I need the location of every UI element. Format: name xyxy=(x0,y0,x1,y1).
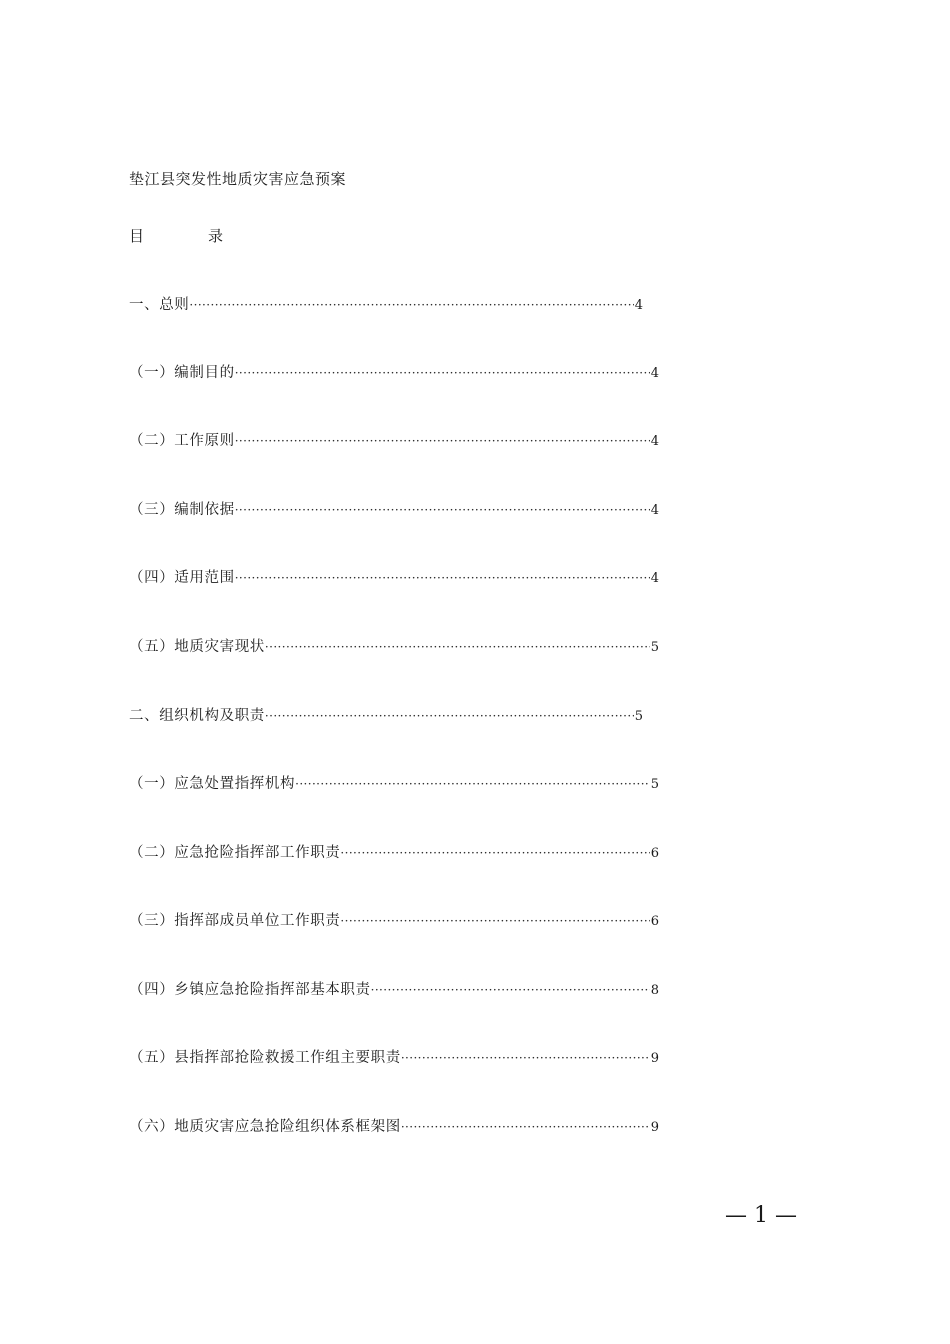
toc-entry-label: （二）工作原则 xyxy=(129,433,235,449)
toc-leader-dots xyxy=(401,1120,650,1134)
toc-entry-page: 4 xyxy=(650,434,659,449)
toc-entry[interactable] xyxy=(129,909,659,929)
toc-entry-label: （一）应急处置指挥机构 xyxy=(129,776,296,792)
toc-entry-label: 一、总则 xyxy=(129,297,190,313)
toc-leader-dots xyxy=(265,640,650,654)
toc-entry-page: 6 xyxy=(650,846,659,861)
toc-leader-dots xyxy=(189,298,633,312)
toc-entry[interactable] xyxy=(129,841,659,861)
toc-leader-dots xyxy=(401,1051,650,1065)
toc-leader-dots xyxy=(340,846,649,860)
toc-entry-page: 9 xyxy=(650,1120,659,1135)
toc-entry-label: （五）县指挥部抢险救援工作组主要职责 xyxy=(129,1050,401,1066)
toc-entry[interactable] xyxy=(129,772,659,792)
document-title: 垫江县突发性地质灾害应急预案 xyxy=(129,170,347,188)
toc-entry-label: 二、组织机构及职责 xyxy=(129,708,265,724)
toc-entry-label: （二）应急抢险指挥部工作职责 xyxy=(129,845,341,861)
toc-leader-dots xyxy=(295,777,650,791)
toc-entry-label: （三）指挥部成员单位工作职责 xyxy=(129,913,341,929)
toc-heading-right: 录 xyxy=(208,227,224,245)
toc-entry[interactable] xyxy=(129,566,659,586)
toc-entry-page: 4 xyxy=(650,366,659,381)
toc-entry[interactable] xyxy=(129,635,659,655)
toc-leader-dots xyxy=(371,983,650,997)
toc-entry[interactable] xyxy=(129,361,659,381)
toc-entry-page: 4 xyxy=(634,298,643,313)
toc-entry-label: （六）地质灾害应急抢险组织体系框架图 xyxy=(129,1119,401,1135)
toc-entry[interactable] xyxy=(129,978,659,998)
page-number: — 1 — xyxy=(725,1203,797,1228)
toc-entry[interactable] xyxy=(129,293,643,313)
toc-entry-page: 4 xyxy=(650,503,659,518)
toc-leader-dots xyxy=(340,914,649,928)
toc-entry[interactable] xyxy=(129,704,643,724)
toc-entry[interactable] xyxy=(129,429,659,449)
toc-entry-page: 9 xyxy=(650,1051,659,1066)
toc-entry-page: 5 xyxy=(650,640,659,655)
toc-heading-left: 目 xyxy=(129,227,145,245)
toc-entry-label: （四）适用范围 xyxy=(129,570,235,586)
toc-leader-dots xyxy=(235,503,650,517)
toc-entry-label: （三）编制依据 xyxy=(129,502,235,518)
toc-entry-page: 5 xyxy=(634,709,643,724)
toc-entry-page: 6 xyxy=(650,914,659,929)
toc-heading xyxy=(129,225,223,246)
toc-entry-label: （一）编制目的 xyxy=(129,365,235,381)
toc-entry-page: 8 xyxy=(650,983,659,998)
toc-entry[interactable] xyxy=(129,498,659,518)
toc-leader-dots xyxy=(235,434,650,448)
toc-leader-dots xyxy=(235,366,650,380)
toc-entry-page: 4 xyxy=(650,571,659,586)
toc-entry-label: （四）乡镇应急抢险指挥部基本职责 xyxy=(129,982,371,998)
toc-leader-dots xyxy=(265,709,634,723)
toc-entry-page: 5 xyxy=(650,777,659,792)
toc-leader-dots xyxy=(235,571,650,585)
toc-entry[interactable] xyxy=(129,1046,659,1066)
toc-entry[interactable] xyxy=(129,1115,659,1135)
toc-entry-label: （五）地质灾害现状 xyxy=(129,639,265,655)
